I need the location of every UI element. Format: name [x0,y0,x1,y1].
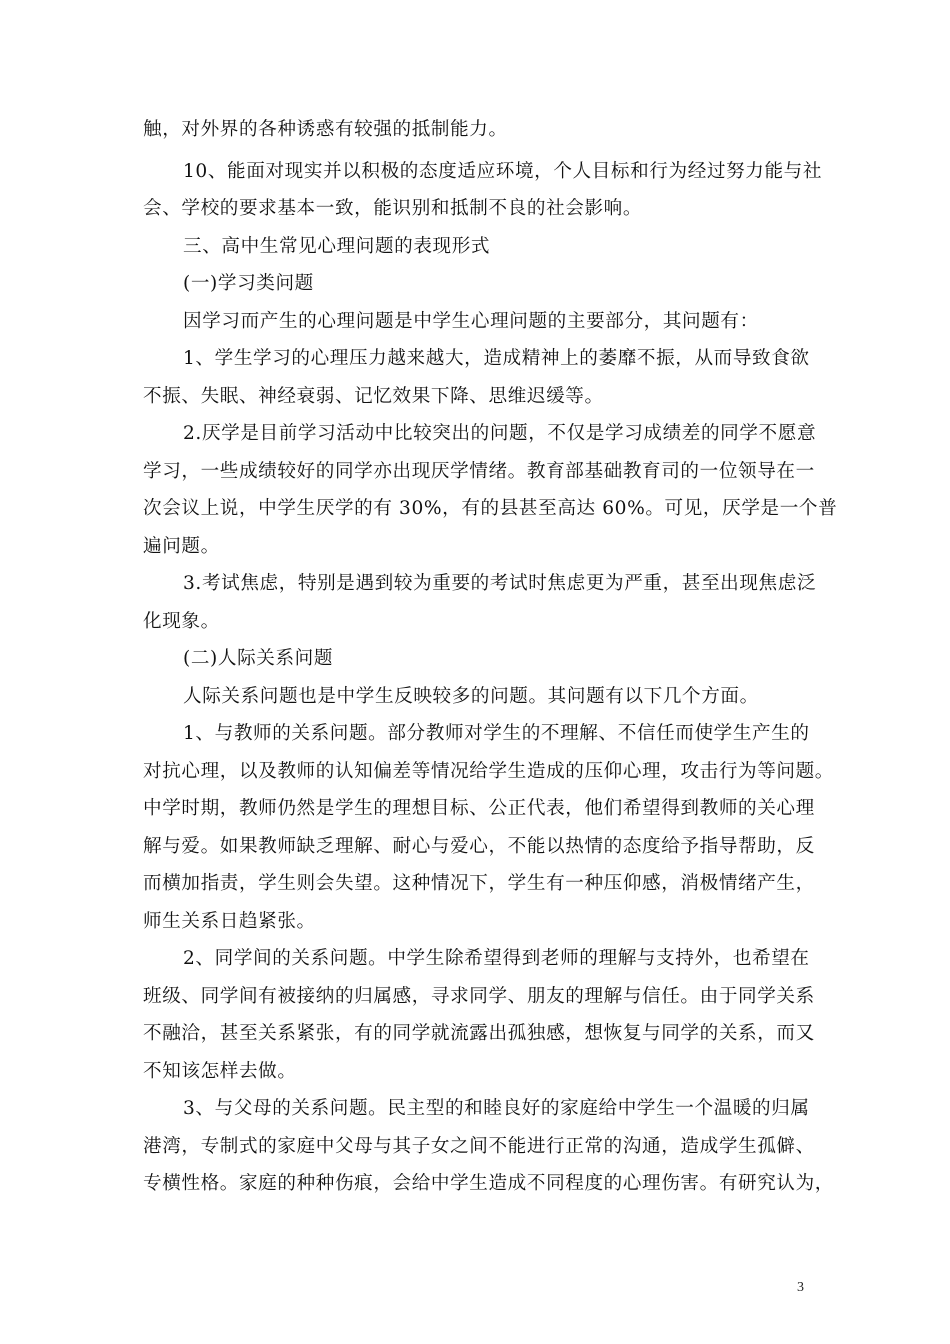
section-heading-3: 三、高中生常见心理问题的表现形式 [183,236,491,257]
text-line-2: 10、能面对现实并以积极的态度适应环境，个人目标和行为经过努力能与社 [183,161,823,182]
text-line-7: 1、学生学习的心理压力越来越大，造成精神上的萎靡不振，从而导致食欲 [183,348,810,369]
text-line-10: 学习，一些成绩较好的同学亦出现厌学情绪。教育部基础教育司的一位领导在一 [143,461,815,482]
text-line-24: 班级、同学间有被接纳的归属感，寻求同学、朋友的理解与信任。由于同学关系 [143,986,815,1007]
text-line-1: 触，对外界的各种诱惑有较强的抵制能力。 [143,119,508,140]
subsection-heading-learning: (一)学习类问题 [183,273,314,294]
text-line-28: 港湾，专制式的家庭中父母与其子女之间不能进行正常的沟通，造成学生孤僻、 [143,1136,815,1157]
text-line-22: 师生关系日趋紧张。 [143,911,316,932]
text-line-11: 次会议上说，中学生厌学的有 30%，有的县甚至高达 60%。可见，厌学是一个普 [143,498,838,519]
text-line-19: 中学时期，教师仍然是学生的理想目标、公正代表，他们希望得到教师的关心理 [143,798,815,819]
text-line-21: 而横加指责，学生则会失望。这种情况下，学生有一种压仰感，消极情绪产生， [143,873,815,894]
text-line-13: 3.考试焦虑，特别是遇到较为重要的考试时焦虑更为严重，甚至出现焦虑泛 [183,573,817,594]
text-line-12: 遍问题。 [143,536,220,557]
subsection-heading-relations: (二)人际关系问题 [183,648,334,669]
text-line-25: 不融洽，甚至关系紧张，有的同学就流露出孤独感，想恢复与同学的关系，而又 [143,1023,815,1044]
text-line-29: 专横性格。家庭的种种伤痕，会给中学生造成不同程度的心理伤害。有研究认为， [143,1173,834,1194]
text-line-8: 不振、失眠、神经衰弱、记忆效果下降、思维迟缓等。 [143,386,604,407]
text-line-18: 对抗心理，以及教师的认知偏差等情况给学生造成的压仰心理，攻击行为等问题。 [143,761,834,782]
text-line-26: 不知该怎样去做。 [143,1061,297,1082]
text-line-20: 解与爱。如果教师缺乏理解、耐心与爱心，不能以热情的态度给予指导帮助，反 [143,836,815,857]
page-number: 3 [797,1280,804,1295]
text-line-6: 因学习而产生的心理问题是中学生心理问题的主要部分，其问题有： [183,311,759,332]
text-line-27: 3、与父母的关系问题。民主型的和睦良好的家庭给中学生一个温暖的归属 [183,1098,810,1119]
text-line-23: 2、同学间的关系问题。中学生除希望得到老师的理解与支持外，也希望在 [183,948,810,969]
text-line-16: 人际关系问题也是中学生反映较多的问题。其问题有以下几个方面。 [183,686,759,707]
text-line-3: 会、学校的要求基本一致，能识别和抵制不良的社会影响。 [143,198,643,219]
text-line-14: 化现象。 [143,611,220,632]
text-line-17: 1、与教师的关系问题。部分教师对学生的不理解、不信任而使学生产生的 [183,723,810,744]
text-line-9: 2.厌学是目前学习活动中比较突出的问题，不仅是学习成绩差的同学不愿意 [183,423,817,444]
